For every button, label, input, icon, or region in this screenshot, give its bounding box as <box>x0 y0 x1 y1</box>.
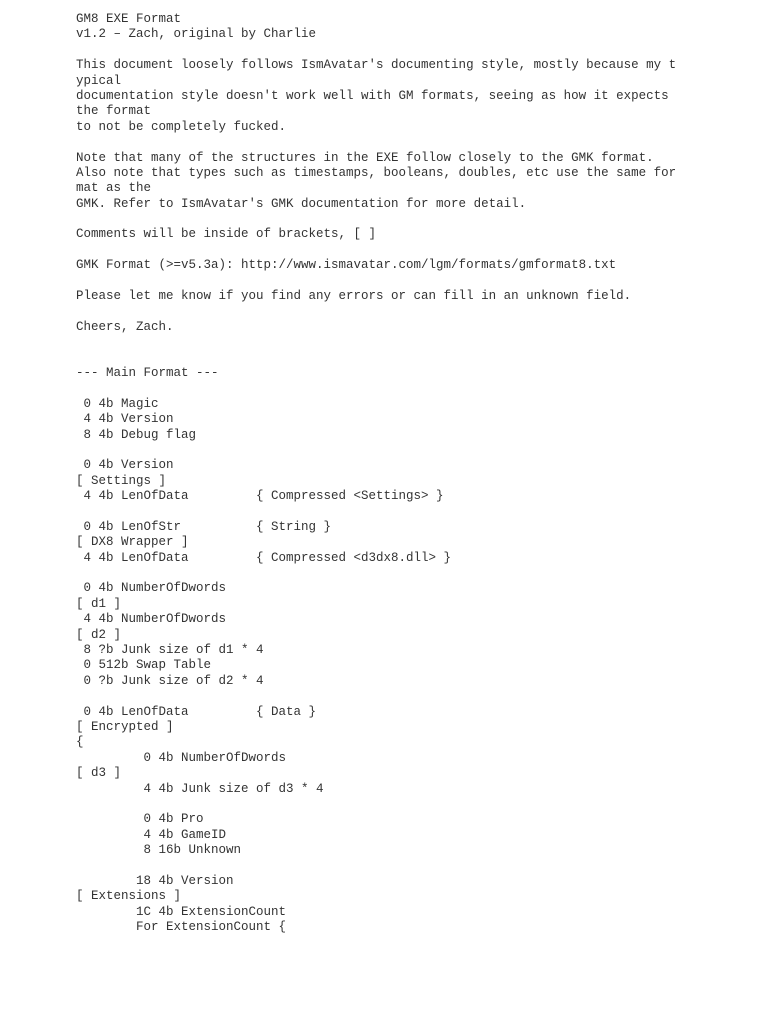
section-heading: --- Main Format --- <box>76 365 219 380</box>
format-field-line: 4 4b NumberOfDwords <box>76 612 227 627</box>
blank-line <box>76 689 696 704</box>
blank-line <box>76 443 696 458</box>
format-field-line: 18 4b Version <box>76 873 234 888</box>
intro-line: This document loosely follows IsmAvatar's documenting style, mostly because my t <box>76 58 677 73</box>
note-line: Note that many of the structures in the EXE follow closely to the GMK format. <box>76 150 654 165</box>
blank-line <box>76 351 696 366</box>
format-field-line: 0 4b Pro <box>76 812 204 827</box>
blank-line <box>76 797 696 812</box>
comments-note: Comments will be inside of brackets, [ ] <box>76 227 377 242</box>
format-field-line: 1C 4b ExtensionCount <box>76 904 287 919</box>
blank-line <box>76 274 696 289</box>
format-section-label: [ Settings ] <box>76 473 167 488</box>
blank-line <box>76 135 696 150</box>
format-field-line: 0 4b Magic <box>76 396 159 411</box>
intro-line: documentation style doesn't work well with GM formats, seeing as how it expects <box>76 88 669 103</box>
format-brace-line: { <box>76 735 84 750</box>
blank-line <box>76 243 696 258</box>
feedback-line: Please let me know if you find any errors or can fill in an unknown field. <box>76 289 632 304</box>
format-section-label: [ d2 ] <box>76 627 122 642</box>
document-body <box>76 12 696 935</box>
signoff-line: Cheers, Zach. <box>76 319 174 334</box>
format-field-line: 4 4b Junk size of d3 * 4 <box>76 781 324 796</box>
format-field-line: 4 4b GameID <box>76 827 227 842</box>
blank-line <box>76 381 696 396</box>
doc-title: GM8 EXE Format <box>76 12 182 26</box>
format-field-line: 0 4b Version <box>76 458 174 473</box>
format-field-line: 0 4b LenOfData { Data } <box>76 704 317 719</box>
intro-line: ypical <box>76 73 122 88</box>
format-field-line: 8 4b Debug flag <box>76 427 197 442</box>
format-field-line: 4 4b LenOfData { Compressed <d3dx8.dll> } <box>76 550 452 565</box>
note-line: Also note that types such as timestamps, booleans, doubles, etc use the same for <box>76 165 677 180</box>
blank-line <box>76 335 696 350</box>
doc-version: v1.2 – Zach, original by Charlie <box>76 27 317 42</box>
format-field-line: 8 ?b Junk size of d1 * 4 <box>76 643 264 658</box>
format-section-label: [ Encrypted ] <box>76 719 174 734</box>
format-field-line: 4 4b Version <box>76 412 174 427</box>
blank-line <box>76 304 696 319</box>
format-loop-line: For ExtensionCount { <box>76 920 287 935</box>
gmk-format-link-line: GMK Format (>=v5.3a): http://www.ismavatar.com/lgm/formats/gmformat8.txt <box>76 258 617 273</box>
format-section-label: [ DX8 Wrapper ] <box>76 535 189 550</box>
format-section-label: [ d3 ] <box>76 766 122 781</box>
intro-line: the format <box>76 104 152 119</box>
intro-line: to not be completely fucked. <box>76 119 287 134</box>
blank-line <box>76 43 696 58</box>
format-field-line: 8 16b Unknown <box>76 843 242 858</box>
note-line: GMK. Refer to IsmAvatar's GMK documentation for more detail. <box>76 196 527 211</box>
blank-line <box>76 212 696 227</box>
format-section-label: [ Extensions ] <box>76 889 182 904</box>
note-line: mat as the <box>76 181 152 196</box>
blank-line <box>76 566 696 581</box>
format-field-line: 4 4b LenOfData { Compressed <Settings> } <box>76 489 444 504</box>
format-field-line: 0 4b NumberOfDwords <box>76 581 227 596</box>
format-section-label: [ d1 ] <box>76 596 122 611</box>
format-field-line: 0 ?b Junk size of d2 * 4 <box>76 673 264 688</box>
blank-line <box>76 858 696 873</box>
format-field-line: 0 4b LenOfStr { String } <box>76 519 332 534</box>
format-field-line: 0 4b NumberOfDwords <box>76 750 287 765</box>
blank-line <box>76 505 696 520</box>
format-field-line: 0 512b Swap Table <box>76 658 212 673</box>
